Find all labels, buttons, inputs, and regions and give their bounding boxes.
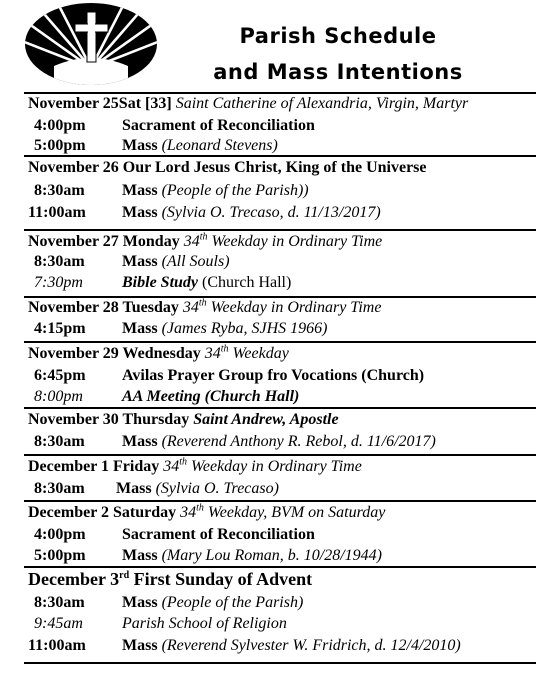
divider <box>24 662 536 664</box>
page-title: Parish Schedule <box>239 24 437 48</box>
day-header: November 26 Our Lord Jesus Christ, King of the Universe <box>28 159 427 176</box>
page-subtitle: and Mass Intentions <box>213 60 463 84</box>
day-header: November 27 Monday 34th Weekday in Ordinary Time <box>28 231 383 250</box>
day-header: November 30 Thursday Saint Andrew, Apostle <box>28 411 339 428</box>
day-header: December 3rd First Sunday of Advent <box>28 569 313 589</box>
day-header: December 2 Saturday 34th Weekday, BVM on Saturday <box>28 502 386 521</box>
divider <box>24 454 536 456</box>
day-header: November 29 Wednesday 34th Weekday <box>28 343 289 362</box>
divider <box>24 155 536 157</box>
divider <box>24 500 536 502</box>
divider <box>24 229 536 231</box>
cross-sunburst-icon <box>24 2 158 86</box>
divider <box>24 407 536 409</box>
divider <box>24 566 536 568</box>
day-header: November 25Sat [33] Saint Catherine of Alexandria, Virgin, Martyr <box>28 95 469 112</box>
day-header: December 1 Friday 34th Weekday in Ordinary Time <box>28 456 362 475</box>
day-header: November 28 Tuesday 34th Weekday in Ordinary Time <box>28 297 382 316</box>
divider <box>24 341 536 343</box>
